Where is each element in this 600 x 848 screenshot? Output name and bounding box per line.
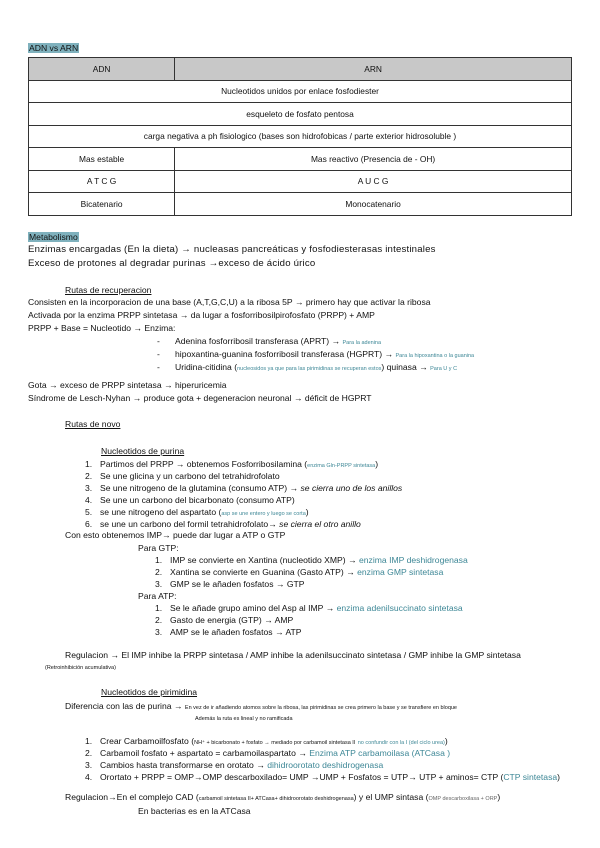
bullet-note: Para la hipoxantina o la guanina xyxy=(395,353,475,359)
note: carbamoil sintetasa II+ ATCasa+ dihidroorotato deshidrogenasa xyxy=(198,796,354,802)
item-number: 1. xyxy=(85,459,93,469)
enzyme-note: enzima Gln-PRPP sintetasa xyxy=(307,463,376,469)
item-number: 4. xyxy=(85,772,93,782)
note: (Retroinhibición acumulativa) xyxy=(45,665,116,671)
shared-row: carga negativa a ph fisiologico (bases son hidrofobicas / parte exterior hidrosoluble ) xyxy=(29,125,572,148)
list-item xyxy=(85,494,295,506)
list-item xyxy=(85,458,379,470)
item-number: 2. xyxy=(155,615,163,625)
list-item xyxy=(85,482,403,494)
text-line: Síndrome de Lesch-Nyhan → produce gota + degeneracion neuronal → déficit de HGPRT xyxy=(28,393,372,403)
note: OMP descarboxilasa + ORP xyxy=(428,796,498,802)
list-item xyxy=(85,735,448,747)
note: Además la ruta es lineal y no ramificada xyxy=(195,716,293,722)
item-number: 2. xyxy=(155,567,163,577)
cell: Mas estable xyxy=(29,148,175,171)
text-line xyxy=(65,791,500,805)
list-item xyxy=(85,771,561,783)
text-line: Enzimas encargadas (En la dieta) → nucleasas pancreáticas y fosfodiesterasas intestinales xyxy=(28,244,436,255)
text-line: Consisten en la incorporacion de una base (A,T,G,C,U) a la ribosa 5P → primero hay que activar la ribosa xyxy=(28,297,431,307)
list-item xyxy=(85,506,309,518)
bullet-text: Adenina fosforribosil transferasa (APRT) → xyxy=(175,336,343,346)
item-number: 5. xyxy=(85,507,93,517)
item-text: IMP se convierte en Xantina (nucleotido XMP) → xyxy=(170,555,359,565)
sub-heading: Para GTP: xyxy=(138,543,179,553)
bullet-note: nucleosidos ya que para las pirimidinas se recuperan estos xyxy=(237,366,382,372)
item-italic: se cierra uno de los anillos xyxy=(300,483,403,493)
shared-row: esqueleto de fosfato pentosa xyxy=(29,103,572,126)
cell: Bicatenario xyxy=(29,193,175,216)
list-item xyxy=(155,578,305,590)
cell: Monocatenario xyxy=(175,193,572,216)
enzyme-note: dihidroorotato deshidrogenasa xyxy=(267,760,384,770)
item-text: Partimos del PRPP → obtenemos Fosforribosilamina ( xyxy=(100,459,308,469)
item-text: Se une nitrogeno de la glutamina (consumo ATP) → xyxy=(100,483,301,493)
item-number: 3. xyxy=(85,760,93,770)
item-text: AMP se le añaden fosfatos → ATP xyxy=(170,627,302,637)
heading-purina: Nucleotidos de purina xyxy=(101,446,185,456)
heading-pirimidina: Nucleotidos de pirimidina xyxy=(101,687,198,697)
item-italic: se cierra el otro anillo xyxy=(279,519,361,529)
section-title-metabolismo: Metabolismo xyxy=(29,232,78,242)
item-number: 3. xyxy=(155,579,163,589)
item-text: Se le añade grupo amino del Asp al IMP → xyxy=(170,603,337,613)
item-text: GMP se le añaden fosfatos → GTP xyxy=(170,579,305,589)
text-line: Gota → exceso de PRPP sintetasa → hiperuricemia xyxy=(28,380,227,390)
section-title-adn-vs-arn: ADN vs ARN xyxy=(29,43,79,53)
item-number: 1. xyxy=(155,603,163,613)
text: ) y el UMP sintasa ( xyxy=(353,792,429,802)
text-line: Regulacion → El IMP inhibe la PRPP sintetasa / AMP inhibe la adenilsuccinato sintetasa / GMP inhibe la GMP sintetasa xyxy=(65,650,521,660)
heading-rutas-novo: Rutas de novo xyxy=(65,419,121,429)
item-text: se une nitrogeno del aspartato ( xyxy=(100,507,222,517)
list-item xyxy=(85,759,384,771)
list-item xyxy=(155,614,294,626)
heading-rutas-recuperacion: Rutas de recuperacion xyxy=(65,285,152,295)
item-number: 1. xyxy=(155,555,163,565)
bullet-text: Uridina-citidina ( xyxy=(175,362,238,372)
adn-arn-table xyxy=(28,57,572,216)
item-number: 2. xyxy=(85,471,93,481)
item-text: Carbamoil fosfato + aspartato = carbamoilaspartato → xyxy=(100,748,310,758)
bullet-note: Para la adenina xyxy=(342,340,382,346)
cell: Mas reactivo (Presencia de - OH) xyxy=(175,148,572,171)
cell: A U C G xyxy=(175,170,572,193)
list-item xyxy=(155,626,302,638)
item-text: Cambios hasta transformarse en orotato → xyxy=(100,760,268,770)
bullet-text: ) quinasa → xyxy=(381,362,431,372)
item-text: ) xyxy=(375,459,379,469)
list-item xyxy=(85,747,451,759)
text: Regulacion→En el complejo CAD ( xyxy=(65,792,199,802)
item-text: ) xyxy=(444,736,448,746)
text-line xyxy=(65,700,457,714)
text: Diferencia con las de purina → xyxy=(65,701,185,711)
bullet-item: - Adenina fosforribosil transferasa (APRT) → Para la adenina xyxy=(157,336,382,346)
text-line: Activada por la enzima PRPP sintetasa → da lugar a fosforribosilpirofosfato (PRPP) + AMP xyxy=(28,310,375,320)
item-text: Crear Carbamoilfosfato ( xyxy=(100,736,195,746)
header-arn: ARN xyxy=(175,58,572,81)
bullet-item: - hipoxantina-guanina fosforribosil transferasa (HGPRT) → Para la hipoxantina o la guanina xyxy=(157,349,475,359)
text-line: PRPP + Base = Nucleotido → Enzima: xyxy=(28,323,176,333)
item-number: 3. xyxy=(155,627,163,637)
text: ) xyxy=(497,792,501,802)
item-number: 4. xyxy=(85,495,93,505)
enzyme-note: no confundir con la I (del ciclo urea) xyxy=(357,740,445,746)
list-item xyxy=(85,518,361,530)
enzyme-note: CTP sintetasa xyxy=(503,772,558,782)
item-note: NH⁺ + bicarbonato + fosfato → mediado por carbamoil sintetasa II xyxy=(194,740,356,746)
text-line: Con esto obtenemos IMP→ puede dar lugar a ATP o GTP xyxy=(65,530,286,540)
item-number: 3. xyxy=(85,483,93,493)
bullet-item: - Uridina-citidina (nucleosidos ya que para las pirimidinas se recuperan estos) quinasa → Para U y C xyxy=(157,362,458,372)
enzyme-note: enzima GMP sintetasa xyxy=(357,567,444,577)
enzyme-note: enzima adenilsuccinato sintetasa xyxy=(336,603,463,613)
bullet-text: hipoxantina-guanina fosforribosil transferasa (HGPRT) → xyxy=(175,349,396,359)
item-text: Xantina se convierte en Guanina (Gasto ATP) → xyxy=(170,567,358,577)
item-text: Se une un carbono del bicarbonato (consumo ATP) xyxy=(100,495,295,505)
item-number: 1. xyxy=(85,736,93,746)
header-adn: ADN xyxy=(29,58,175,81)
item-text: ) xyxy=(305,507,309,517)
list-item xyxy=(155,554,468,566)
text-line: En bacterias es en la ATCasa xyxy=(138,806,251,816)
item-text: se une un carbono del formil tetrahidrofolato→ xyxy=(100,519,280,529)
enzyme-note: Enzima ATP carbamoilasa (ATCasa ) xyxy=(309,748,451,758)
list-item xyxy=(85,470,280,482)
item-text: ) xyxy=(557,772,561,782)
sub-heading: Para ATP: xyxy=(138,591,177,601)
list-item xyxy=(155,602,463,614)
item-text: Orortato + PRPP = OMP→OMP descarboxilado= UMP →UMP + Fosfatos = UTP→ UTP + aminos= CTP ( xyxy=(100,772,504,782)
shared-row: Nucleotidos unidos por enlace fosfodiester xyxy=(29,80,572,103)
enzyme-note: enzima IMP deshidrogenasa xyxy=(359,555,468,565)
list-item xyxy=(155,566,444,578)
item-text: Se une glicina y un carbono del tetrahidrofolato xyxy=(100,471,280,481)
item-number: 6. xyxy=(85,519,93,529)
text-line: Exceso de protones al degradar purinas →exceso de ácido úrico xyxy=(28,258,316,269)
note: En vez de ir añadiendo atomos sobre la ribosa, las pirimidinas se crea primero la base y se transfiere en bloque xyxy=(184,705,457,711)
enzyme-note: asp se une entero y luego se corta xyxy=(221,511,306,517)
cell: A T C G xyxy=(29,170,175,193)
bullet-note: Para U y C xyxy=(430,366,458,372)
item-text: Gasto de energia (GTP) → AMP xyxy=(170,615,294,625)
item-number: 2. xyxy=(85,748,93,758)
